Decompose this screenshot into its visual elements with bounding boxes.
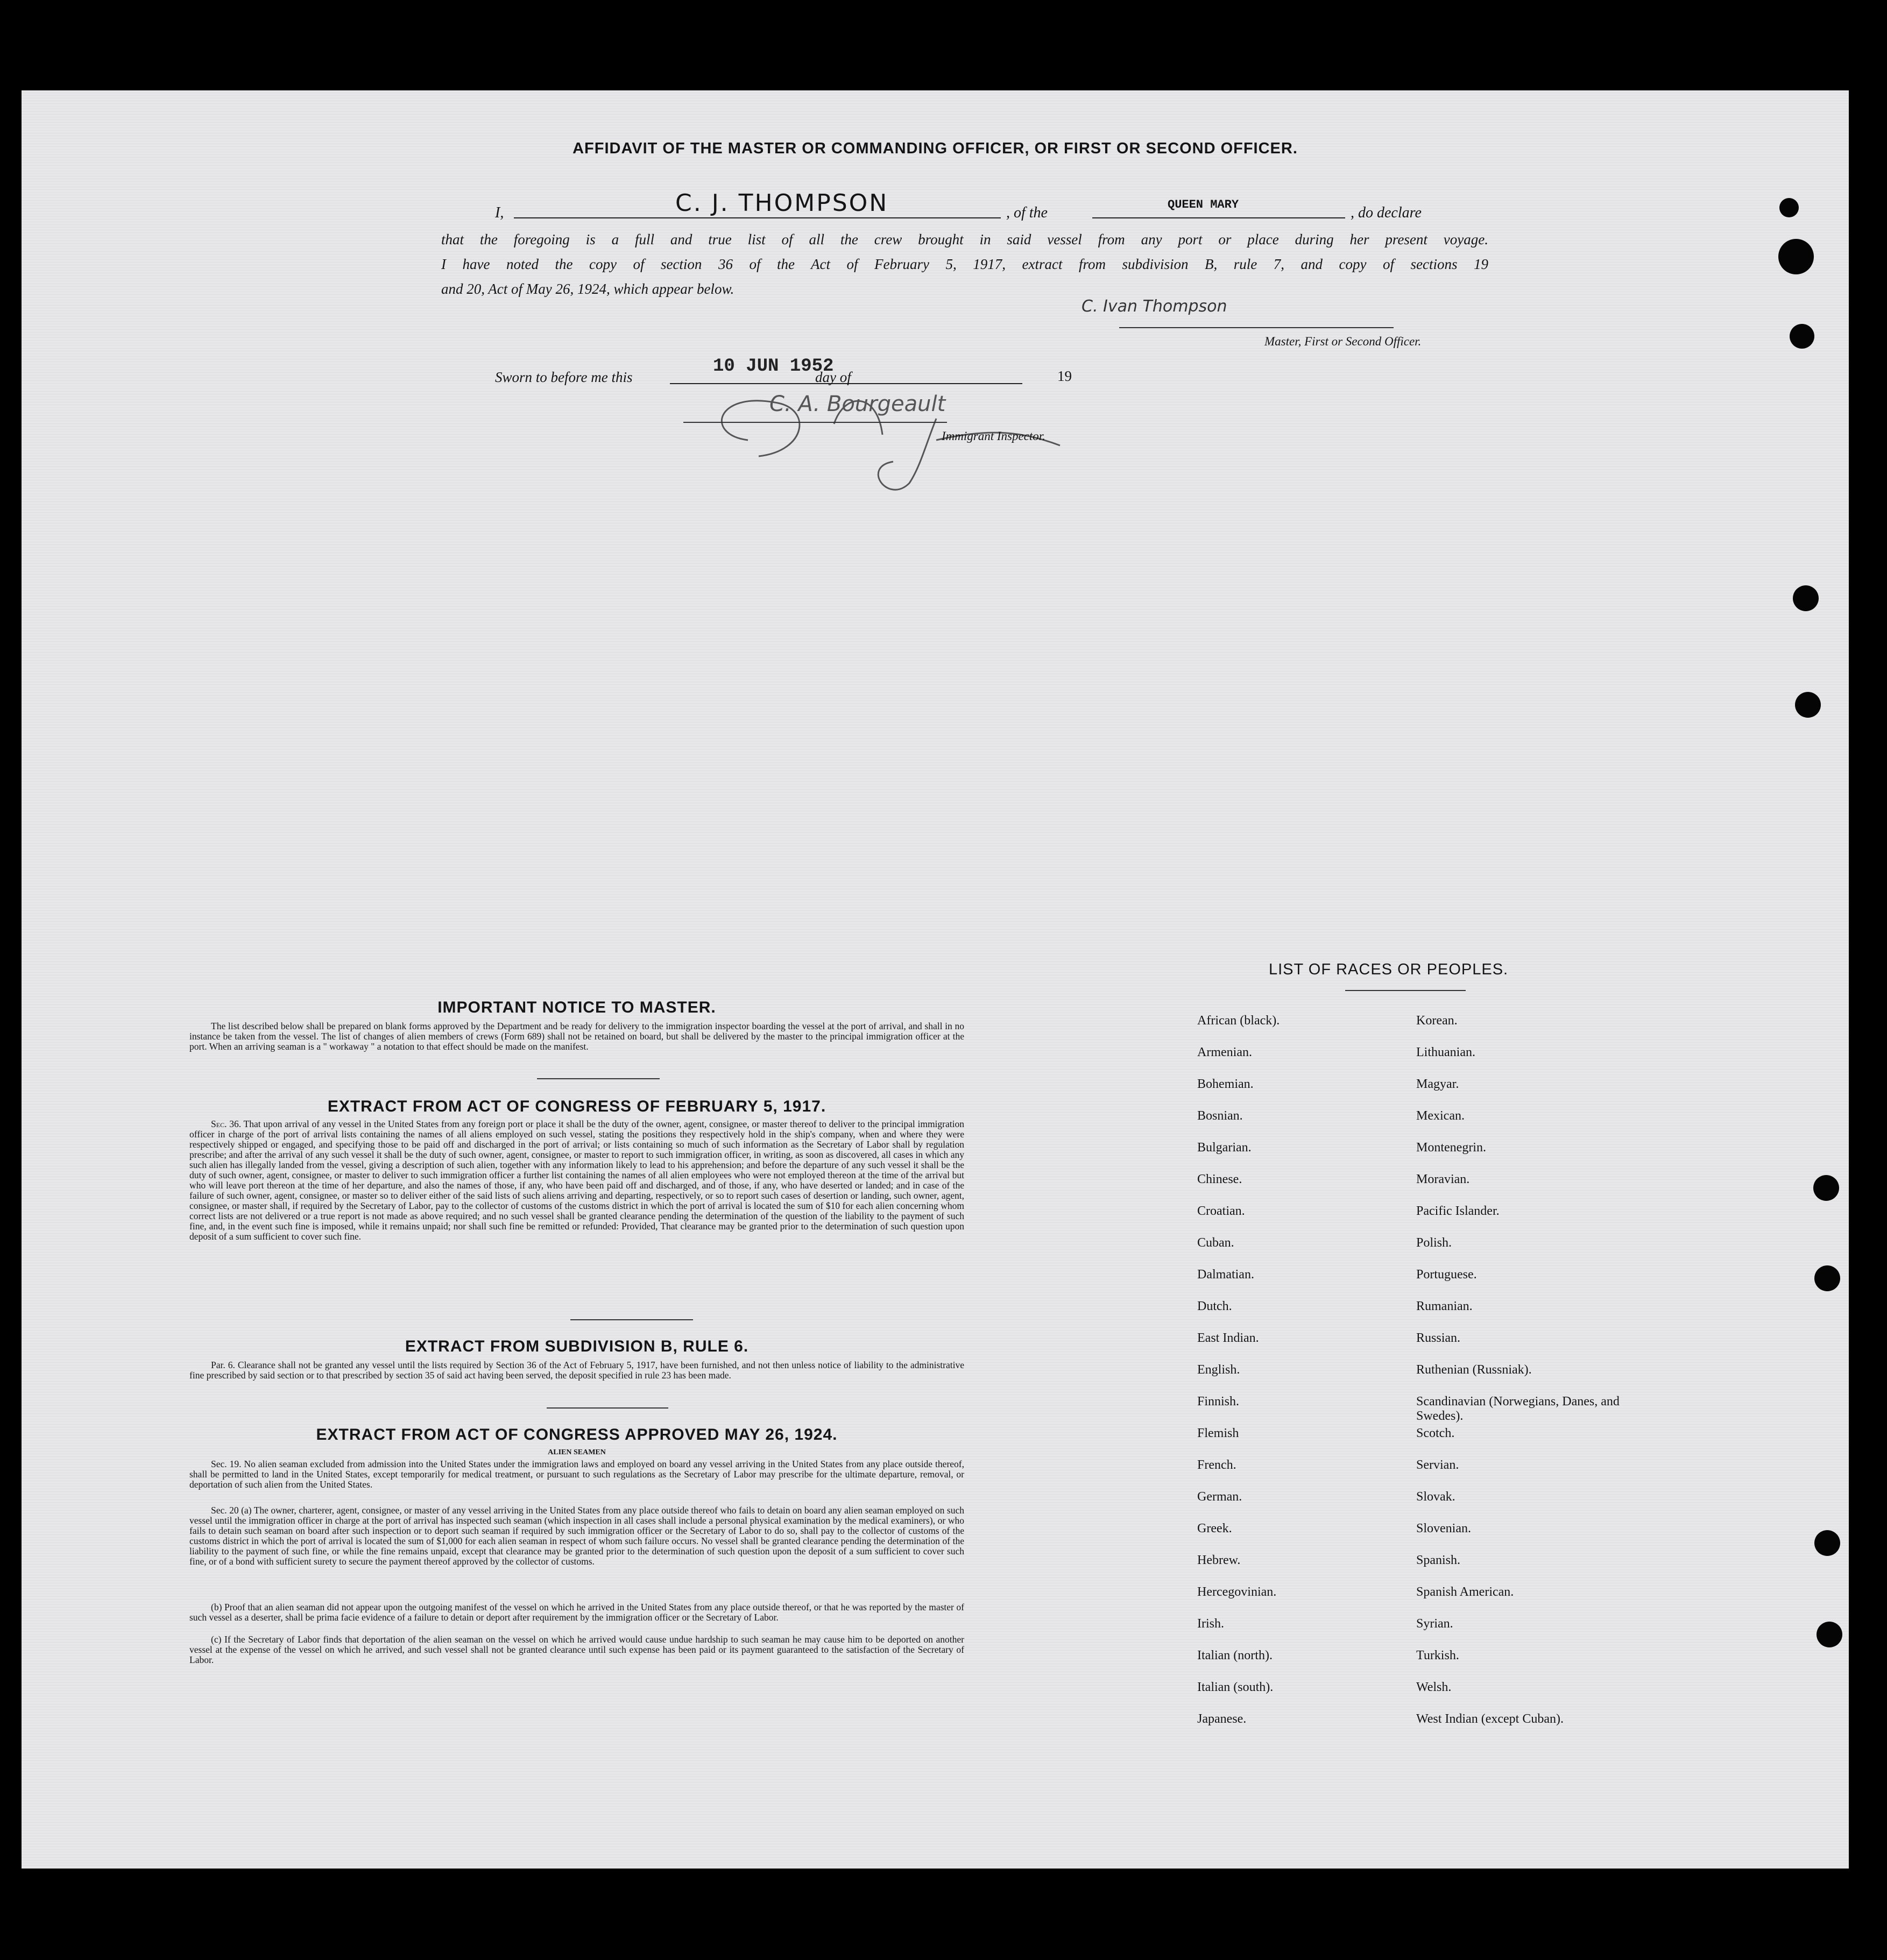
- race-item: African (black).: [1197, 1014, 1280, 1028]
- punch-hole: [1814, 1265, 1840, 1291]
- race-item: West Indian (except Cuban).: [1416, 1712, 1564, 1726]
- inspector-signature-line: [683, 422, 947, 423]
- race-item: Syrian.: [1416, 1617, 1453, 1631]
- race-item: Polish.: [1416, 1236, 1452, 1250]
- race-item: Cuban.: [1197, 1236, 1234, 1250]
- race-item: Hebrew.: [1197, 1553, 1241, 1567]
- race-item: Italian (south).: [1197, 1680, 1274, 1694]
- race-item: English.: [1197, 1363, 1240, 1377]
- divider: [1345, 990, 1466, 991]
- of-the-label: , of the: [1006, 204, 1048, 221]
- divider: [547, 1407, 668, 1409]
- race-item: Dutch.: [1197, 1299, 1232, 1313]
- race-item: Ruthenian (Russniak).: [1416, 1363, 1532, 1377]
- sec-20b-text: (b) Proof that an alien seaman did not appear upon the outgoing manifest of the vessel on which he arrived in the United States from any place outside thereof, or that he was reported by the master of such vessel as a deserter, shall be prima facie evidence of a failure to detain or deport after requirement by the immigration officer or the Secretary of Labor.: [189, 1602, 964, 1623]
- inspector-signature-flourish: [683, 359, 1168, 499]
- extract-1917-title: EXTRACT FROM ACT OF CONGRESS OF FEBRUARY 5, 1917.: [327, 1098, 826, 1115]
- race-item: Slovenian.: [1416, 1522, 1471, 1536]
- race-item: Welsh.: [1416, 1680, 1452, 1694]
- year-prefix: 19: [1057, 368, 1072, 384]
- subdivision-b-title: EXTRACT FROM SUBDIVISION B, RULE 6.: [405, 1338, 749, 1355]
- race-item: Irish.: [1197, 1617, 1224, 1631]
- race-item: Mexican.: [1416, 1109, 1465, 1123]
- sec-36-label: Sec. 36.: [211, 1119, 242, 1129]
- race-item: Hercegovinian.: [1197, 1585, 1277, 1599]
- inspector-caption: Immigrant Inspector.: [942, 429, 1045, 443]
- sec-19-text: Sec. 19. No alien seaman excluded from admission into the United States under the immigration laws and employed on board any vessel arriving in the United States from any place outside thereof, shall be permitted to land in the United States, except temporarily for medical treatment, or pursuant to such regulations as the Secretary of Labor may prescribe for the ultimate departure, removal, or deportation of such alien from the United States.: [189, 1459, 964, 1490]
- race-item: Magyar.: [1416, 1077, 1459, 1091]
- sec-20c-text: (c) If the Secretary of Labor finds that deportation of the alien seaman on the vessel on which he arrived would cause undue hardship to such seaman he may cause him to be deported on another vessel at the expense of the vessel on which he arrived, and such vessel shall not be granted clearance until such expense has been paid or its payment guaranteed to the satisfaction of the Secretary of Labor.: [189, 1634, 964, 1665]
- race-item: Russian.: [1416, 1331, 1461, 1345]
- sworn-date-stamp: 10 JUN 1952: [713, 356, 834, 377]
- race-item: Armenian.: [1197, 1045, 1252, 1059]
- races-left-column: [1197, 1014, 1402, 1744]
- master-name-field: [514, 189, 1001, 218]
- race-item: Montenegrin.: [1416, 1141, 1486, 1155]
- race-item: Bulgarian.: [1197, 1141, 1252, 1155]
- race-item: German.: [1197, 1490, 1242, 1504]
- races-right-column: [1416, 1014, 1642, 1744]
- affidavit-line-4: and 20, Act of May 26, 1924, which appear below.: [441, 281, 734, 297]
- race-item: Korean.: [1416, 1014, 1458, 1028]
- race-item: Slovak.: [1416, 1490, 1455, 1504]
- race-item: Spanish.: [1416, 1553, 1461, 1567]
- inspector-signature: C. A. Bourgeault: [769, 392, 946, 416]
- notice-title: IMPORTANT NOTICE TO MASTER.: [437, 999, 716, 1016]
- punch-hole: [1813, 1175, 1839, 1201]
- subdivision-b-body: [189, 1360, 964, 1381]
- race-item: Dalmatian.: [1197, 1268, 1254, 1282]
- race-item: Rumanian.: [1416, 1299, 1473, 1313]
- race-item: Finnish.: [1197, 1395, 1240, 1409]
- race-item: Bosnian.: [1197, 1109, 1243, 1123]
- punch-hole: [1779, 198, 1799, 217]
- race-item: Bohemian.: [1197, 1077, 1254, 1091]
- race-item: Chinese.: [1197, 1172, 1242, 1186]
- master-signature: C. Ivan Thompson: [1082, 297, 1227, 316]
- vessel-name: QUEEN MARY: [1168, 198, 1239, 211]
- race-item: Croatian.: [1197, 1204, 1245, 1218]
- master-name: C. J. THOMPSON: [675, 189, 889, 217]
- divider: [570, 1319, 693, 1320]
- race-item: Pacific Islander.: [1416, 1204, 1500, 1218]
- form-page: [22, 90, 1849, 1869]
- extract-1917-body: [189, 1119, 964, 1242]
- race-item: East Indian.: [1197, 1331, 1259, 1345]
- punch-hole: [1778, 239, 1814, 274]
- race-item: Greek.: [1197, 1522, 1232, 1536]
- race-item: Portuguese.: [1416, 1268, 1477, 1282]
- sworn-prefix: Sworn to before me this: [495, 369, 633, 385]
- vessel-name-field: [1092, 197, 1345, 218]
- sec-20a-text: Sec. 20 (a) The owner, charterer, agent, consignee, or master of any vessel arriving in the United States from any place outside thereof who fails to detain on board any alien seaman employed on such vessel until the immigration officer in charge at the port of arrival has inspected such seaman (which inspection in all cases shall include a personal physical examination by the medical examiners), or who fails to detain such seaman on board after such inspection or to deport such seaman if required by such immigration officer or the Secretary of Labor to do so, shall pay to the collector of customs of the customs district in which the port of arrival is located the sum of $1,000 for each alien seaman in respect of whom such failure occurs. No vessel shall be granted clearance pending the determination of the liability to the payment of such fine, or while the fine remains unpaid, except that clearance may be granted prior to the determination of such question upon the deposit of a sum sufficient to cover such fine, or of a bond with sufficient surety to secure the payment thereof approved by the collector of customs.: [189, 1505, 964, 1567]
- punch-hole: [1817, 1622, 1842, 1647]
- affidavit-i-label: I,: [495, 204, 504, 221]
- race-item: Italian (north).: [1197, 1648, 1273, 1662]
- affidavit-title: AFFIDAVIT OF THE MASTER OR COMMANDING OFFICER, OR FIRST OR SECOND OFFICER.: [573, 140, 1298, 157]
- signature-caption: Master, First or Second Officer.: [1264, 335, 1422, 348]
- sec-36-text: That upon arrival of any vessel in the United States from any foreign port or place it shall be the duty of the owner, agent, consignee, or master thereof to deliver to the principal immigration officer in charge of the port of arrival lists containing the names of all aliens employed on such vessel, stating the positions they respectively hold in the ship's company, when and where they were respectively shipped or engaged, and specifying those to be paid off and discharged in the port of arrival; or lists containing so much of such information as the Secretary of Labor shall by regulation prescribe; and after the arrival of any such vessel it shall be the duty of such owner, agent, consignee, or master to report to such immigration officer, in writing, as soon as discovered, all cases in which any such alien has illegally landed from the vessel, giving a description of such alien, together with any information likely to lead to his apprehension; and before the departure of any such vessel it shall be the duty of such owner, agent, consignee, or master to deliver to such immigration officer a further list containing the names of all alien employees who were not employed thereon at the time of the arrival but who will leave port thereon at the time of her departure, and also the names of those, if any, who have been paid off and discharged, and of those, if any, who have deserted or landed; and in case of the failure of such owner, agent, consignee, or master so to deliver either of the said lists of such aliens arriving and departing, respectively, or so to report such cases of desertion or landing, such owner, agent, consignee, or master shall, if required by the Secretary of Labor, pay to the collector of customs of the customs district in which the port of arrival is located the sum of $10 for each alien concerning whom correct lists are not delivered or a true report is not made as above required; and no such vessel shall be granted clearance pending the determination of the question of the liability to the payment of such fine, and, in the event such fine is imposed, while it remains unpaid; nor shall such fine be remitted or refunded: Provided, That clearance may be granted prior to the determination of such question upon deposit of a sum sufficient to cover such fine.: [189, 1119, 964, 1242]
- races-title: LIST OF RACES OR PEOPLES.: [1269, 961, 1509, 978]
- race-item: Moravian.: [1416, 1172, 1470, 1186]
- alien-seamen-subheading: ALIEN SEAMEN: [548, 1448, 606, 1456]
- race-item: Scotch.: [1416, 1426, 1455, 1440]
- divider: [537, 1078, 660, 1079]
- punch-hole: [1795, 692, 1821, 718]
- race-item: Servian.: [1416, 1458, 1459, 1472]
- race-item: Spanish American.: [1416, 1585, 1514, 1599]
- race-item: Flemish: [1197, 1426, 1239, 1440]
- race-item: French.: [1197, 1458, 1236, 1472]
- affidavit-line-3: I have noted the copy of section 36 of the Act of February 5, 1917, extract from subdivision B, rule 7, and copy of sections 19: [441, 256, 1488, 272]
- punch-hole: [1814, 1530, 1840, 1556]
- par-6-text: Clearance shall not be granted any vessel until the lists required by Section 36 of the Act of February 5, 1917, have been furnished, and not then unless notice of liability to the administrative fine prescribed by said section or to that prescribed by section 35 of said act having been served, the deposit specified in rule 23 has been made.: [189, 1360, 964, 1381]
- extract-1924-title: EXTRACT FROM ACT OF CONGRESS APPROVED MAY 26, 1924.: [316, 1426, 838, 1444]
- affidavit-line-2: that the foregoing is a full and true list of all the crew brought in said vessel from any port or place during her present voyage.: [441, 231, 1488, 247]
- race-item: Lithuanian.: [1416, 1045, 1475, 1059]
- do-declare-label: , do declare: [1351, 204, 1422, 221]
- race-item: Turkish.: [1416, 1648, 1459, 1662]
- notice-body: The list described below shall be prepared on blank forms approved by the Department and be ready for delivery to the immigration inspector boarding the vessel at the port of arrival, and shall in no instance be taken from the vessel. The list of changes of alien members of crews (Form 689) shall not be retained on board, but shall be delivered by the master to the principal immigration officer at the port. When an arriving seaman is a " workaway " a notation to that effect should be made on the manifest.: [189, 1021, 964, 1052]
- race-item: Japanese.: [1197, 1712, 1247, 1726]
- race-item: Scandinavian (Norwegians, Danes, and Swedes).: [1416, 1395, 1620, 1423]
- punch-hole: [1790, 324, 1814, 349]
- day-of-label: day of: [815, 369, 851, 385]
- signature-line: [1119, 327, 1394, 328]
- par-6-label: Par. 6.: [211, 1360, 235, 1370]
- punch-hole: [1793, 585, 1819, 611]
